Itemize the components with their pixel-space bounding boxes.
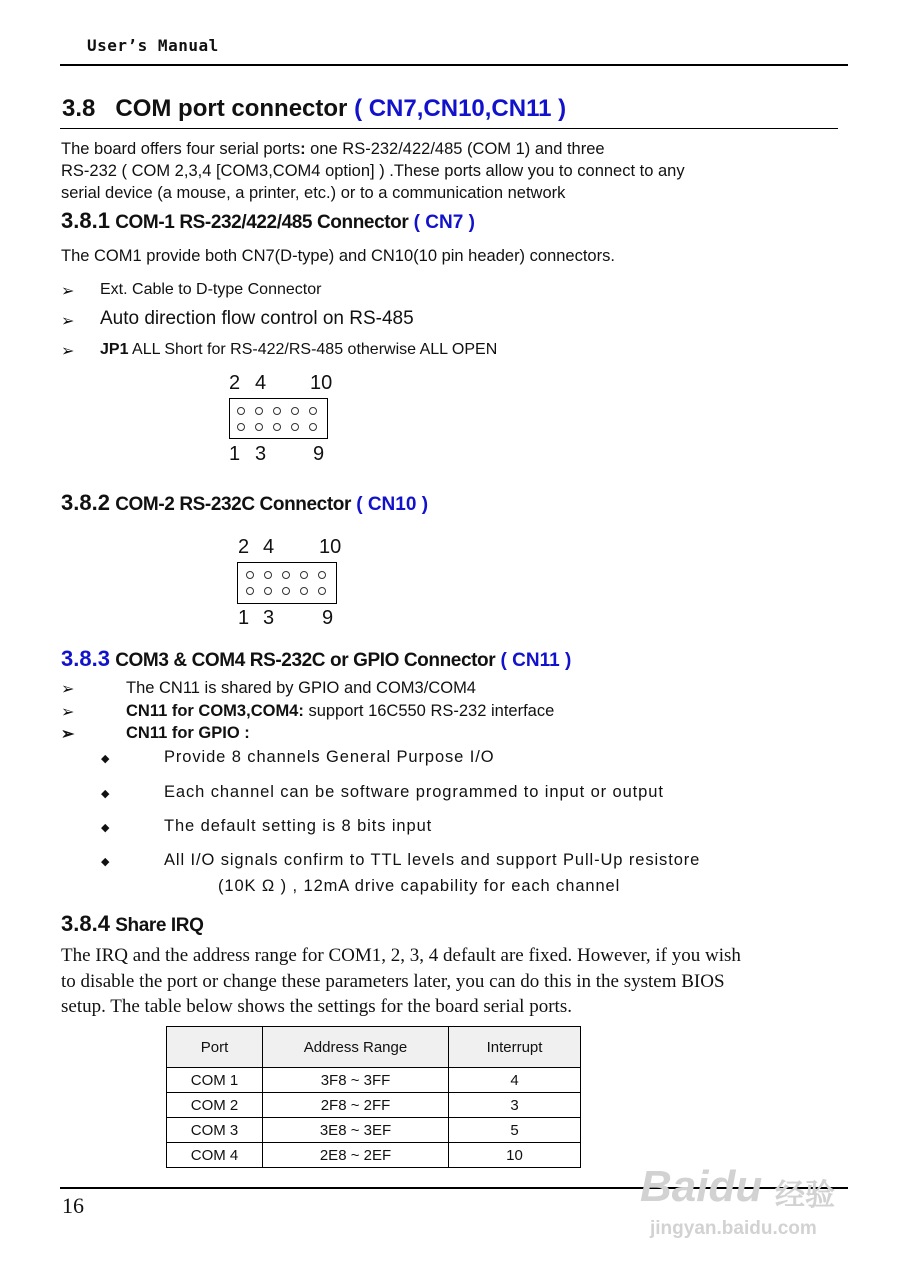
section-heading: 3.8 COM port connector ( CN7,CN10,CN11 ) [62, 95, 567, 122]
list-item: CN11 for COM3,COM4: support 16C550 RS-232 interface [126, 702, 555, 720]
pin-label: 3 [255, 443, 267, 465]
gpio-item: Each channel can be software programmed to input or output [164, 783, 664, 801]
diamond-bullet-icon: ◆ [101, 753, 110, 765]
arrow-bullet-icon: ➢ [61, 343, 75, 360]
share-irq-paragraph: The IRQ and the address range for COM1, 2, 3, 4 default are fixed. However, if you wish to disable the port or change these parameters later, you can do this in the system BIOS setup. The table below shows the settings for the board serial ports. [61, 945, 741, 1017]
pin-label: 10 [310, 372, 333, 394]
gpio-item: All I/O signals confirm to TTL levels and support Pull-Up resistore [164, 851, 701, 869]
arrow-bullet-icon: ➢ [61, 704, 75, 721]
table-row: COM 4 2E8 ~ 2EF 10 [167, 1143, 581, 1168]
pin-label: 4 [263, 536, 275, 558]
pin-label: 2 [229, 372, 241, 394]
diamond-bullet-icon: ◆ [101, 788, 110, 800]
subsection-heading-383: 3.8.3 COM3 & COM4 RS-232C or GPIO Connector ( CN11 ) [61, 646, 572, 671]
section-intro: The board offers four serial ports: one RS-232/422/485 (COM 1) and three RS-232 ( COM 2,3,4 [COM3,COM4 option] ) .These ports allow you to connect to any serial device (a mouse, a printer, etc.) or to a communication network [61, 140, 685, 202]
subsection-heading-384: 3.8.4 Share IRQ [61, 911, 204, 936]
list-item: Ext. Cable to D-type Connector [100, 281, 322, 298]
arrow-bullet-icon: ➢ [61, 681, 75, 698]
arrow-bullet-icon: ➢ [61, 283, 75, 300]
arrow-bullet-icon: ➢ [61, 726, 75, 743]
irq-table [166, 1026, 581, 1168]
table-row: COM 3 3E8 ~ 3EF 5 [167, 1118, 581, 1143]
pin-label: 9 [313, 443, 325, 465]
running-header: User’s Manual [87, 36, 219, 55]
pin-label: 4 [255, 372, 267, 394]
pin-label: 10 [319, 536, 342, 558]
cn7-pin-header-diagram [229, 398, 328, 439]
list-item: JP1 ALL Short for RS-422/RS-485 otherwise ALL OPEN [100, 341, 498, 358]
list-item: The CN11 is shared by GPIO and COM3/COM4 [126, 679, 476, 697]
table-header-row [167, 1027, 581, 1068]
com1-description: The COM1 provide both CN7(D-type) and CN10(10 pin header) connectors. [61, 247, 615, 265]
pin-label: 2 [238, 536, 250, 558]
section-heading-rule [60, 128, 838, 129]
diamond-bullet-icon: ◆ [101, 822, 110, 834]
watermark-logo: Baidu [640, 1162, 763, 1211]
pin-label: 9 [322, 607, 334, 629]
list-item: Auto direction flow control on RS-485 [100, 308, 414, 329]
column-header: Port [167, 1027, 263, 1068]
header-rule [60, 64, 848, 66]
table-row: COM 1 3F8 ~ 3FF 4 [167, 1068, 581, 1093]
diamond-bullet-icon: ◆ [101, 856, 110, 868]
watermark-url: jingyan.baidu.com [650, 1218, 817, 1239]
cn10-pin-header-diagram [237, 562, 337, 604]
gpio-item-continued: (10K Ω ) , 12mA drive capability for each channel [218, 877, 621, 895]
page-number: 16 [62, 1193, 84, 1218]
pin-label: 1 [238, 607, 250, 629]
watermark-cn: 经验 [775, 1179, 835, 1212]
subsection-heading-382: 3.8.2 COM-2 RS-232C Connector ( CN10 ) [61, 490, 429, 515]
subsection-heading-381: 3.8.1 COM-1 RS-232/422/485 Connector ( CN7 ) [61, 208, 475, 233]
table-row: COM 2 2F8 ~ 2FF 3 [167, 1093, 581, 1118]
arrow-bullet-icon: ➢ [61, 313, 75, 330]
column-header: Address Range [263, 1027, 449, 1068]
pin-label: 1 [229, 443, 241, 465]
gpio-item: Provide 8 channels General Purpose I/O [164, 748, 495, 766]
column-header: Interrupt [449, 1027, 581, 1068]
gpio-item: The default setting is 8 bits input [164, 817, 433, 835]
pin-label: 3 [263, 607, 275, 629]
list-item: CN11 for GPIO : [126, 724, 250, 742]
